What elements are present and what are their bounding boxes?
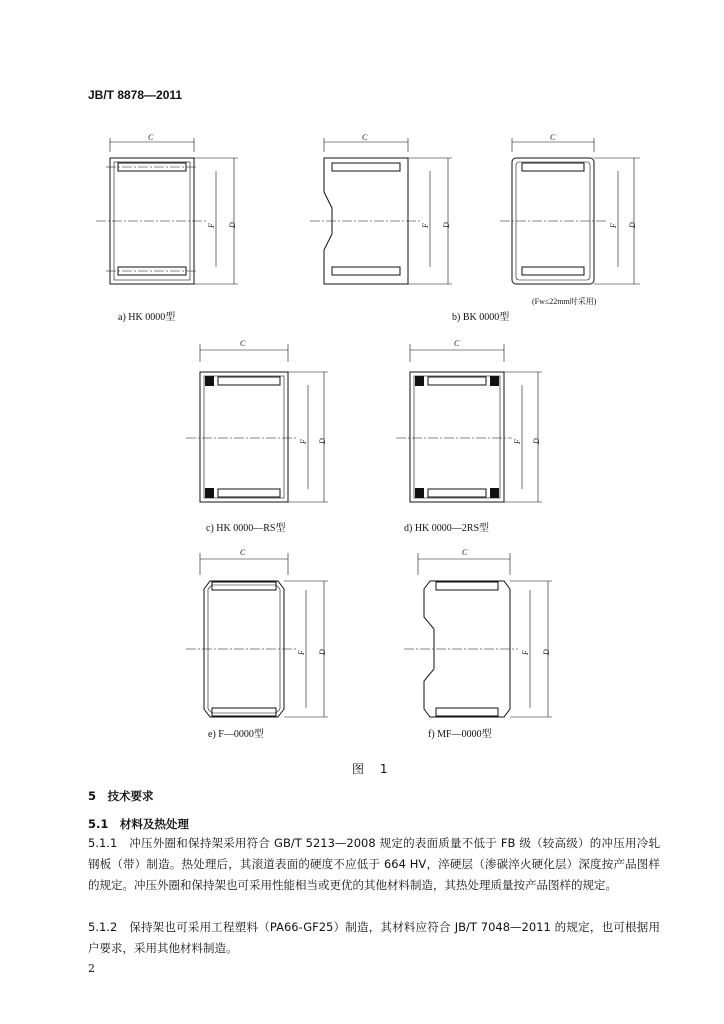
dim-c-label: C (240, 339, 246, 348)
dim-fw-label: F (609, 223, 618, 228)
figure-bk-alt (500, 130, 650, 295)
figure-hk (96, 130, 246, 295)
dim-c-label: C (462, 548, 468, 557)
figure-title: 图 1 (352, 762, 394, 776)
caption-d: d) HK 0000—2RS型 (404, 523, 490, 534)
paragraph-5-1-1: 5.1.1 冲压外圈和保持架采用符合 GB/T 5213—2008 规定的表面质量不低于 FB 级（较高级）的冲压用冷轧钢板（带）制造。热处理后，其滚道表面的硬度不应低于 664 HV，淬硬层（渗碳淬火硬化层）深度按产品图样的规定。冲压外圈和保持架也可采用性能相当或更优的其他材料制造，其热处理质量按产品图样的规定。 (88, 836, 660, 892)
page-number: 2 (88, 962, 95, 975)
caption-c: c) HK 0000—RS型 (206, 523, 286, 534)
dim-fw-label: F (297, 650, 306, 655)
note-fw: (Fw≤22mm时采用) (532, 297, 597, 306)
figure-bk (310, 130, 460, 295)
caption-f: f) MF—0000型 (428, 729, 492, 740)
paragraph-5-1-2: 5.1.2 保持架也可采用工程塑料（PA66-GF25）制造，其材料应符合 JB/T 7048—2011 的规定，也可根据用户要求，采用其他材料制造。 (88, 920, 660, 955)
figure-f (186, 545, 336, 725)
dim-c-label: C (148, 133, 154, 142)
dim-fw-label: F (421, 223, 430, 228)
dim-fw-label: F (299, 439, 308, 444)
dim-d-label: D (532, 438, 541, 444)
dim-c-label: C (550, 133, 556, 142)
dim-d-label: D (628, 222, 637, 228)
caption-b: b) BK 0000型 (452, 312, 510, 323)
subsection-heading: 5.1 材料及热处理 (88, 817, 189, 831)
figure-hk-2rs (396, 336, 546, 511)
dim-fw-label: F (513, 439, 522, 444)
caption-e: e) F—0000型 (208, 729, 264, 740)
dim-c-label: C (454, 339, 460, 348)
figure-mf (400, 545, 560, 725)
dim-d-label: D (442, 222, 451, 228)
dim-c-label: C (240, 548, 246, 557)
section-heading: 5 技术要求 (88, 789, 154, 803)
standard-code-header: JB/T 8878—2011 (88, 88, 183, 102)
figure-hk-rs (186, 336, 336, 511)
caption-a: a) HK 0000型 (118, 312, 176, 323)
dim-d-label: D (228, 222, 237, 228)
dim-d-label: D (318, 649, 327, 655)
dim-d-label: D (542, 649, 551, 655)
dim-c-label: C (362, 133, 368, 142)
dim-fw-label: F (521, 650, 530, 655)
dim-fw-label: F (207, 223, 216, 228)
dim-d-label: D (318, 438, 327, 444)
